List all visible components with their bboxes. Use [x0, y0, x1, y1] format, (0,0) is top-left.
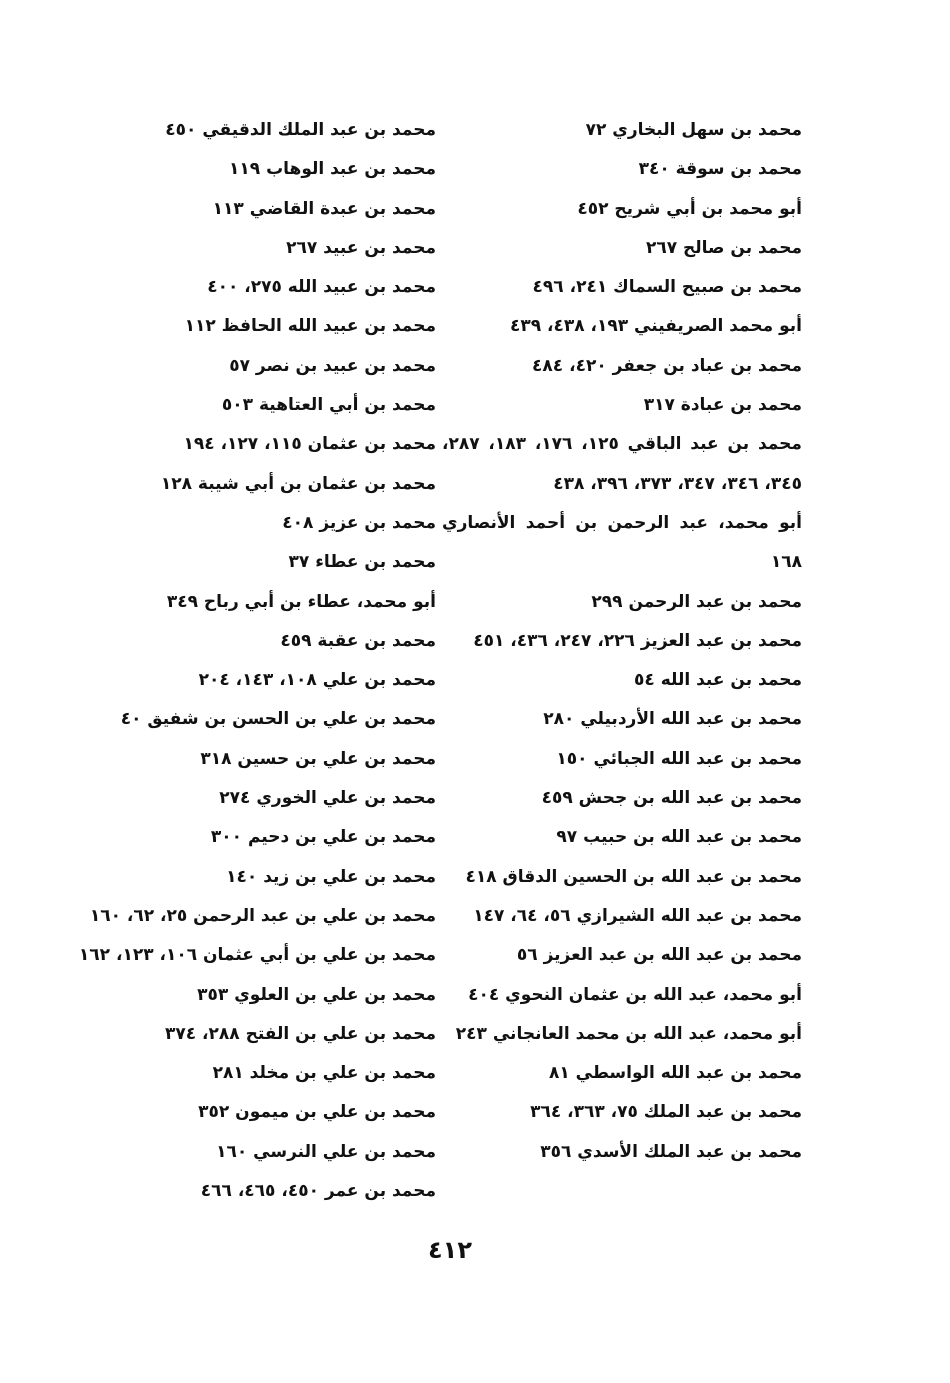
index-entry: محمد بن علي بن مخلد ٢٨١ [212, 1063, 436, 1084]
index-entry: محمد بن عبد الله الجبائي ١٥٠ [556, 748, 802, 769]
index-entry: محمد بن علي بن زيد ١٤٠ [226, 866, 436, 887]
index-entry: محمد بن أبي العتاهية ٥٠٣ [221, 395, 436, 416]
index-entry: محمد بن علي النرسي ١٦٠ [216, 1141, 436, 1162]
index-entry: محمد بن عبد الله بن جحش ٤٥٩ [541, 788, 802, 809]
index-entry: محمد بن عقبة ٤٥٩ [280, 630, 436, 651]
index-entry: محمد بن صالح ٢٦٧ [645, 237, 802, 258]
index-entry: محمد بن عبيد ٢٦٧ [286, 237, 436, 258]
index-entry: محمد بن عبد الباقي ١٢٥، ١٧٦، ١٨٣، ٢٨٧، ٣٤٥، ٣٤٦، ٣٤٧، ٣٧٣، ٣٩٦، ٤٣٨ [442, 434, 802, 494]
index-entry: محمد بن عبد الرحمن ٢٩٩ [591, 591, 802, 612]
index-entry: محمد بن عبد الله بن عبد العزيز ٥٦ [516, 945, 802, 966]
index-entry: محمد بن صبيح السماك ٢٤١، ٤٩٦ [532, 277, 802, 298]
index-entry: أبو محمد، عطاء بن أبي رباح ٣٤٩ [166, 591, 436, 612]
index-column-left [0, 111, 436, 1211]
index-entry: محمد بن عبد الله بن الحسين الدقاق ٤١٨ [465, 866, 802, 887]
index-entry: محمد بن عباد بن جعفر ٤٢٠، ٤٨٤ [532, 355, 802, 376]
index-entry: محمد بن عبد الله بن حبيب ٩٧ [556, 827, 802, 848]
index-entry: محمد بن عبد الوهاب ١١٩ [229, 159, 436, 180]
index-entry: محمد بن عبد الملك الأسدي ٣٥٦ [540, 1141, 802, 1162]
index-entry: محمد بن عثمان بن أبي شيبة ١٢٨ [160, 473, 436, 494]
index-entry: محمد بن عبد الملك ٧٥، ٣٦٣، ٣٦٤ [530, 1102, 802, 1123]
index-entry: أبو محمد، عبد الله بن محمد العانجاني ٢٤٣ [455, 1023, 802, 1044]
index-entry: محمد بن علي بن حسين ٣١٨ [200, 748, 436, 769]
index-column-right [442, 111, 802, 1172]
index-entry: محمد بن عبيد الله الحافظ ١١٢ [184, 316, 436, 337]
index-entry: محمد بن عثمان ١١٥، ١٢٧، ١٩٤ [183, 434, 436, 455]
index-entry: محمد بن عبد العزيز ٢٢٦، ٢٤٧، ٤٣٦، ٤٥١ [473, 630, 802, 651]
index-entry: محمد بن عبدة القاضي ١١٣ [212, 198, 436, 219]
index-entry: محمد بن علي بن العلوي ٣٥٣ [197, 984, 436, 1005]
index-entry: أبو محمد الصريفيني ١٩٣، ٤٣٨، ٤٣٩ [509, 316, 802, 337]
page-number: ٤١٢ [428, 1236, 472, 1264]
index-entry: محمد بن علي بن أبي عثمان ١٠٦، ١٢٣، ١٦٢ [78, 945, 436, 966]
index-entry: محمد بن عبادة ٣١٧ [643, 395, 802, 416]
index-entry: أبو محمد، عبد الرحمن بن أحمد الأنصاري ١٦٨ [442, 512, 802, 573]
index-entry: محمد بن علي بن ميمون ٣٥٢ [198, 1102, 436, 1123]
index-entry: محمد بن علي الخوري ٢٧٤ [219, 788, 436, 809]
index-entry: محمد بن عبيد بن نصر ٥٧ [229, 355, 436, 376]
index-entry: محمد بن عبيد الله ٢٧٥، ٤٠٠ [207, 277, 436, 298]
index-entry: محمد بن عمر ٤٥٠، ٤٦٥، ٤٦٦ [200, 1181, 436, 1202]
index-entry: محمد بن علي ١٠٨، ١٤٣، ٢٠٤ [198, 670, 436, 691]
index-entry: محمد بن عبد الله الشيرازي ٥٦، ٦٤، ١٤٧ [473, 905, 802, 926]
index-entry: محمد بن عبد الله ٥٤ [634, 670, 802, 691]
index-entry: أبو محمد، عبد الله بن عثمان النحوي ٤٠٤ [468, 984, 802, 1005]
index-entry: محمد بن علي بن الحسن بن شفيق ٤٠ [120, 709, 436, 730]
index-entry: محمد بن عبد الملك الدقيقي ٤٥٠ [165, 120, 436, 140]
index-entry: أبو محمد بن أبي شريح ٤٥٢ [577, 198, 802, 219]
index-entry: محمد بن سوقة ٣٤٠ [638, 159, 802, 180]
index-entry: محمد بن علي بن عبد الرحمن ٢٥، ٦٢، ١٦٠ [89, 905, 436, 926]
index-entry: محمد بن سهل البخاري ٧٢ [585, 120, 802, 140]
index-entry: محمد بن عبد الله الواسطي ٨١ [548, 1063, 802, 1084]
index-entry: محمد بن علي بن دحيم ٣٠٠ [210, 827, 436, 848]
index-entry: محمد بن عزيز ٤٠٨ [282, 512, 436, 533]
index-entry: محمد بن عبد الله الأردبيلي ٢٨٠ [543, 709, 802, 730]
index-entry: محمد بن علي بن الفتح ٢٨٨، ٣٧٤ [164, 1023, 436, 1044]
index-entry: محمد بن عطاء ٣٧ [288, 552, 436, 573]
